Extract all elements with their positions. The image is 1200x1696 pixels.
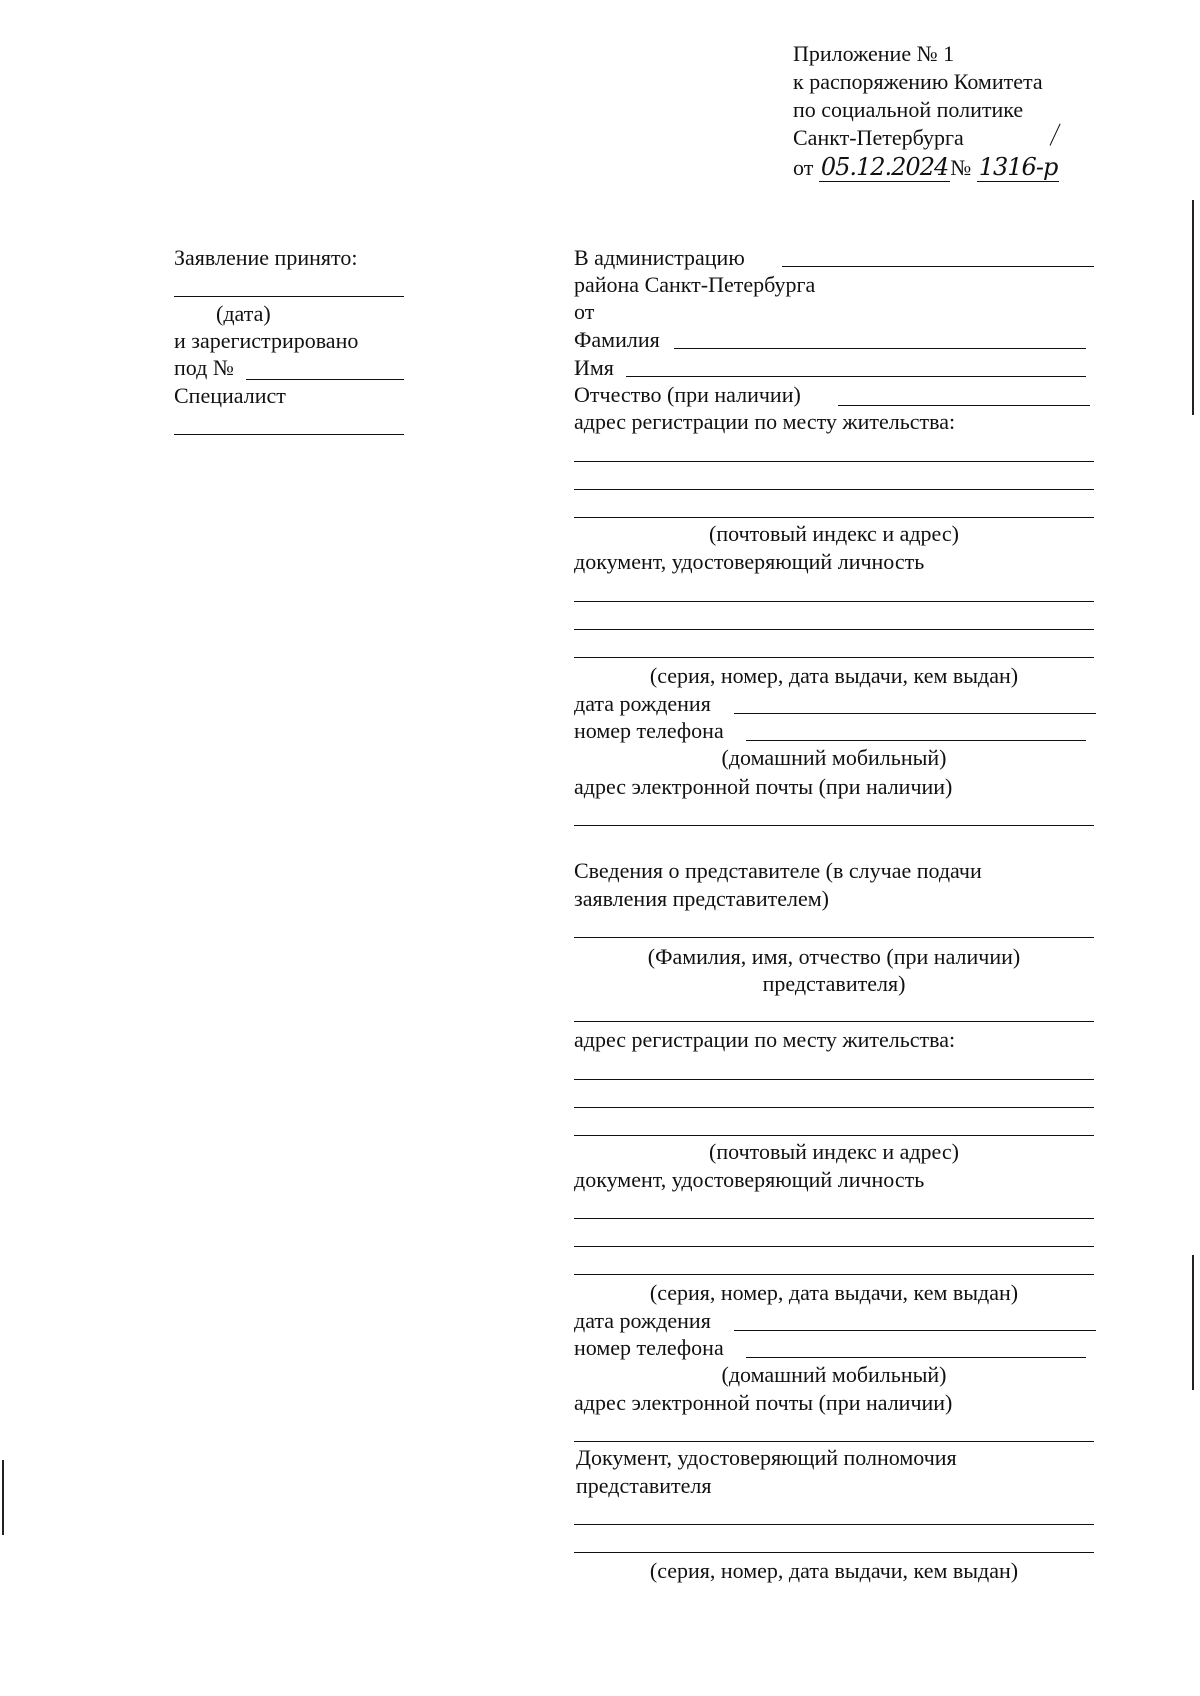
accepted-number-label: под № [174, 355, 234, 380]
name-line[interactable] [626, 376, 1086, 377]
accepted-specialist: Специалист [174, 383, 286, 408]
rep-extra-line[interactable] [574, 1021, 1094, 1022]
address-caption: (почтовый индекс и адрес) [709, 521, 959, 546]
scan-edge-mark-middle [1192, 1255, 1194, 1390]
to-admin-label: В администрацию [574, 245, 745, 270]
accepted-date-caption: (дата) [216, 301, 271, 326]
rep-id-doc-line-1[interactable] [574, 1218, 1094, 1219]
email-label: адрес электронной почты (при наличии) [574, 774, 953, 799]
rep-heading-line-2: заявления представителем) [574, 886, 829, 911]
handwritten-date: 05.12.2024 [820, 153, 949, 181]
rep-heading-line-1: Сведения о представителе (в случае подачи [574, 858, 982, 883]
rep-id-doc-line-3[interactable] [574, 1274, 1094, 1275]
rep-authority-doc-line-2[interactable] [574, 1552, 1094, 1553]
rep-id-doc-line-2[interactable] [574, 1246, 1094, 1247]
birth-date-label: дата рождения [574, 691, 711, 716]
accepted-date-line[interactable] [174, 296, 404, 297]
handwritten-number: 1316-р [978, 153, 1058, 181]
rep-address-caption: (почтовый индекс и адрес) [709, 1139, 959, 1164]
scan-edge-mark-left [2, 1460, 4, 1535]
rep-authority-line-1: Документ, удостоверяющий полномочия [576, 1445, 957, 1470]
address-line-3[interactable] [574, 517, 1094, 518]
rep-address-label: адрес регистрации по месту жительства: [574, 1027, 956, 1052]
rep-fio-caption-1: (Фамилия, имя, отчество (при наличии) [647, 944, 1021, 969]
rep-email-label: адрес электронной почты (при наличии) [574, 1390, 953, 1415]
header-line-1: Приложение № 1 [793, 41, 955, 66]
id-doc-line-3[interactable] [574, 657, 1094, 658]
phone-line[interactable] [746, 740, 1086, 741]
id-doc-label: документ, удостоверяющий личность [574, 549, 925, 574]
email-line[interactable] [574, 825, 1094, 826]
rep-birth-date-line[interactable] [734, 1330, 1096, 1331]
header-date-row [793, 154, 1059, 182]
address-label: адрес регистрации по месту жительства: [574, 409, 956, 434]
name-label: Имя [574, 355, 614, 380]
rep-id-doc-label: документ, удостоверяющий личность [574, 1167, 925, 1192]
header-line-2: к распоряжению Комитета [793, 69, 1043, 94]
phone-label: номер телефона [574, 718, 724, 743]
surname-label: Фамилия [574, 327, 660, 352]
rep-fio-caption-2: представителя) [762, 971, 906, 996]
handwritten-stroke [1050, 124, 1061, 146]
number-prefix: № [950, 155, 972, 180]
rep-phone-caption: (домашний мобильный) [721, 1362, 947, 1387]
rep-birth-date-label: дата рождения [574, 1308, 711, 1333]
header-line-4: Санкт-Петербурга [793, 125, 964, 150]
address-line-2[interactable] [574, 489, 1094, 490]
accepted-title: Заявление принято: [174, 245, 358, 270]
scan-edge-mark-top [1192, 200, 1194, 415]
rep-phone-label: номер телефона [574, 1335, 724, 1360]
rep-address-line-2[interactable] [574, 1107, 1094, 1108]
id-doc-caption: (серия, номер, дата выдачи, кем выдан) [649, 663, 1019, 688]
id-doc-line-2[interactable] [574, 629, 1094, 630]
id-doc-line-1[interactable] [574, 601, 1094, 602]
rep-email-line[interactable] [574, 1441, 1094, 1442]
address-line-1[interactable] [574, 461, 1094, 462]
patronymic-line[interactable] [838, 405, 1090, 406]
rep-authority-doc-line-1[interactable] [574, 1524, 1094, 1525]
specialist-line[interactable] [174, 434, 404, 435]
admin-line[interactable] [782, 266, 1094, 267]
phone-caption: (домашний мобильный) [721, 745, 947, 770]
rep-phone-line[interactable] [746, 1357, 1086, 1358]
patronymic-label: Отчество (при наличии) [574, 382, 801, 407]
surname-line[interactable] [674, 348, 1086, 349]
rep-address-line-1[interactable] [574, 1079, 1094, 1080]
accepted-registered: и зарегистрировано [174, 328, 359, 353]
rep-authority-caption: (серия, номер, дата выдачи, кем выдан) [649, 1558, 1019, 1583]
rep-authority-line-2: представителя [576, 1473, 712, 1498]
rep-address-line-3[interactable] [574, 1135, 1094, 1136]
accepted-number-line[interactable] [246, 379, 404, 380]
birth-date-line[interactable] [734, 713, 1096, 714]
from-label: от [574, 299, 595, 324]
rep-id-doc-caption: (серия, номер, дата выдачи, кем выдан) [649, 1280, 1019, 1305]
district-label: района Санкт-Петербурга [574, 272, 816, 297]
date-prefix: от [793, 155, 814, 180]
rep-fio-line[interactable] [574, 937, 1094, 938]
header-line-3: по социальной политике [793, 97, 1024, 122]
